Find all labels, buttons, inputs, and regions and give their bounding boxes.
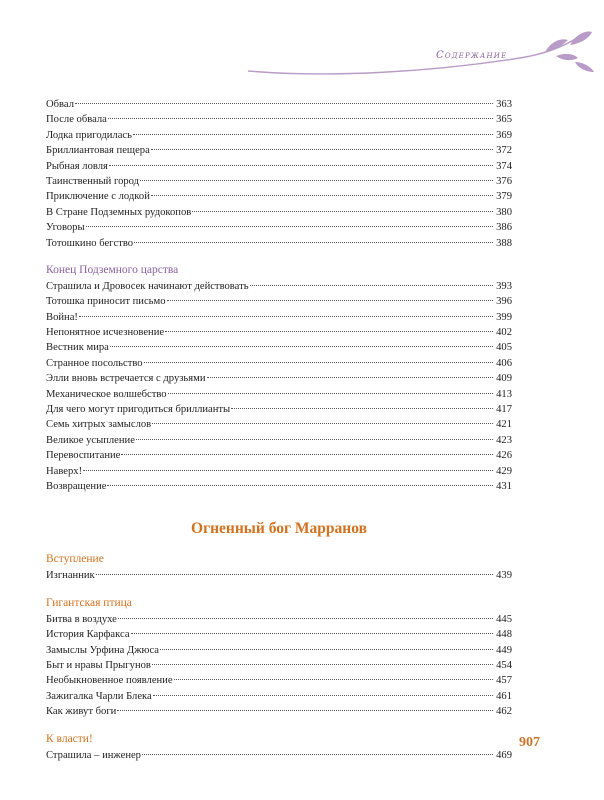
entry-page-number: 429 [496, 465, 512, 477]
entry-title: Обвал [46, 99, 74, 110]
dot-leader [131, 633, 493, 634]
dot-leader [110, 346, 493, 347]
entry-page-number: 449 [496, 644, 512, 656]
entry-page-number: 448 [496, 629, 512, 641]
entry-page-number: 445 [496, 613, 512, 625]
toc-entry[interactable] [46, 371, 512, 386]
entry-page-number: 376 [496, 175, 512, 187]
section-heading: К власти! [46, 732, 93, 745]
vine-line [248, 36, 580, 74]
toc-entry[interactable] [46, 673, 512, 688]
entry-page-number: 380 [496, 206, 512, 218]
entry-page-number: 454 [496, 659, 512, 671]
entry-title: Приключение с лодкой [46, 191, 150, 203]
entry-page-number: 413 [496, 388, 512, 400]
toc-entry[interactable] [46, 568, 512, 583]
entry-page-number: 462 [496, 706, 512, 718]
entry-title: Непонятное исчезновение [46, 327, 165, 339]
book-title: Огненный бог Марранов [191, 520, 367, 538]
entry-page-number: 379 [496, 191, 512, 203]
toc-entry[interactable] [46, 97, 512, 112]
leaf-shape [556, 54, 578, 60]
toc-entry[interactable] [46, 627, 512, 642]
leaf-shape [575, 62, 594, 72]
entry-page-number: 396 [496, 296, 512, 308]
dot-leader [136, 439, 493, 440]
dot-leader [151, 149, 493, 150]
entry-page-number: 363 [496, 99, 512, 110]
dot-leader [153, 695, 493, 696]
toc-group [46, 748, 512, 763]
entry-title: Странное посольство [46, 357, 143, 369]
entry-page-number: 406 [496, 357, 512, 369]
dot-leader [96, 574, 493, 575]
entry-title: Перевоспитание [46, 450, 121, 462]
toc-entry[interactable] [46, 402, 512, 417]
dot-leader [134, 242, 493, 243]
entry-title: Механическое волшебство [46, 388, 167, 400]
dot-leader [79, 316, 493, 317]
entry-title: Тотошка приносит письмо [46, 296, 166, 308]
toc-entry[interactable] [46, 464, 512, 479]
toc-entry[interactable] [46, 294, 512, 309]
entry-title: Наверх! [46, 465, 83, 477]
entry-page-number: 461 [496, 690, 512, 702]
toc-entry[interactable] [46, 310, 512, 325]
toc-entry[interactable] [46, 479, 512, 494]
entry-title: Замыслы Урфина Джюса [46, 644, 159, 656]
dot-leader [250, 285, 493, 286]
toc-entry[interactable] [46, 704, 512, 719]
entry-title: Как живут боги [46, 706, 117, 718]
toc-group [46, 97, 512, 251]
entry-title: Тотошкино бегство [46, 237, 134, 249]
entry-page-number: 399 [496, 311, 512, 323]
entry-title: Великое усыпление [46, 434, 135, 446]
dot-leader [108, 118, 493, 119]
dot-leader [168, 393, 493, 394]
entry-title: Лодка пригодилась [46, 129, 132, 141]
dot-leader [144, 362, 493, 363]
header-vine-ornament [0, 0, 604, 90]
toc-entry[interactable] [46, 236, 512, 251]
entry-page-number: 423 [496, 434, 512, 446]
toc-entry[interactable] [46, 279, 512, 294]
entry-title: Семь хитрых замыслов [46, 419, 152, 431]
entry-page-number: 426 [496, 450, 512, 462]
dot-leader [207, 377, 493, 378]
dot-leader [107, 485, 493, 486]
section-header-label: Содержание [436, 50, 508, 61]
dot-leader [140, 180, 493, 181]
dot-leader [118, 618, 493, 619]
entry-page-number: 402 [496, 327, 512, 339]
entry-page-number: 369 [496, 129, 512, 141]
section-heading: Вступление [46, 553, 104, 566]
entry-title: Вестник мира [46, 342, 109, 354]
dot-leader [142, 754, 493, 755]
toc-entry[interactable] [46, 417, 512, 432]
entry-page-number: 421 [496, 419, 512, 431]
toc-group [46, 568, 512, 583]
entry-page-number: 386 [496, 222, 512, 234]
toc-entry[interactable] [46, 189, 512, 204]
entry-title: Бриллиантовая пещера [46, 145, 150, 157]
entry-title: Изгнанник [46, 570, 95, 582]
toc-entry[interactable] [46, 643, 512, 658]
entry-title: В Стране Подземных рудокопов [46, 206, 192, 218]
entry-title: Война! [46, 311, 78, 323]
entry-page-number: 431 [496, 480, 512, 492]
entry-page-number: 393 [496, 280, 512, 292]
entry-title: Зажигалка Чарли Блека [46, 690, 152, 702]
entry-title: Страшила и Дровосек начинают действовать [46, 280, 249, 292]
leaf-shape [570, 32, 592, 45]
toc-entry[interactable] [46, 205, 512, 220]
toc-entry[interactable] [46, 356, 512, 371]
toc-entry[interactable] [46, 689, 512, 704]
toc-entry[interactable] [46, 112, 512, 127]
entry-page-number: 439 [496, 570, 512, 582]
toc-entry[interactable] [46, 325, 512, 340]
dot-leader [192, 211, 493, 212]
toc-entry[interactable] [46, 658, 512, 673]
dot-leader [117, 710, 493, 711]
toc-group [46, 612, 512, 720]
entry-title: Возвращение [46, 480, 107, 492]
entry-title: Уговоры [46, 222, 85, 234]
dot-leader [83, 470, 493, 471]
toc-entry[interactable] [46, 433, 512, 448]
dot-leader [152, 423, 493, 424]
entry-title: Для чего могут пригодиться бриллианты [46, 404, 231, 416]
entry-page-number: 409 [496, 373, 512, 385]
section-heading: Гигантская птица [46, 596, 132, 609]
entry-page-number: 405 [496, 342, 512, 354]
table-of-contents [46, 97, 512, 763]
entry-page-number: 457 [496, 675, 512, 687]
toc-entry[interactable] [46, 220, 512, 235]
dot-leader [231, 408, 493, 409]
entry-page-number: 372 [496, 145, 512, 157]
toc-entry[interactable] [46, 748, 512, 763]
toc-entry[interactable] [46, 128, 512, 143]
toc-entry[interactable] [46, 448, 512, 463]
toc-entry[interactable] [46, 612, 512, 627]
entry-title: Страшила – инженер [46, 749, 141, 761]
leaf-shape [545, 39, 568, 52]
entry-page-number: 417 [496, 404, 512, 416]
dot-leader [160, 649, 493, 650]
entry-page-number: 365 [496, 114, 512, 126]
entry-page-number: 388 [496, 237, 512, 249]
dot-leader [121, 454, 493, 455]
toc-entry[interactable] [46, 159, 512, 174]
entry-title: Рыбная ловля [46, 160, 108, 172]
toc-group [46, 279, 512, 494]
dot-leader [109, 165, 493, 166]
dot-leader [165, 331, 493, 332]
dot-leader [133, 134, 493, 135]
toc-entry[interactable] [46, 143, 512, 158]
entry-title: История Карфакса [46, 629, 130, 641]
toc-entry[interactable] [46, 387, 512, 402]
entry-page-number: 374 [496, 160, 512, 172]
dot-leader [151, 195, 493, 196]
page-number: 907 [519, 735, 540, 750]
dot-leader [174, 679, 493, 680]
entry-title: Элли вновь встречается с друзьями [46, 373, 206, 385]
entry-page-number: 469 [496, 749, 512, 761]
entry-title: Необыкновенное появление [46, 675, 173, 687]
dot-leader [86, 226, 493, 227]
section-heading: Конец Подземного царства [46, 263, 179, 276]
dot-leader [152, 664, 493, 665]
entry-title: Быт и нравы Прыгунов [46, 659, 151, 671]
dot-leader [167, 300, 494, 301]
entry-title: После обвала [46, 114, 107, 126]
dot-leader [75, 103, 493, 104]
entry-title: Таинственный город [46, 175, 140, 187]
toc-entry[interactable] [46, 174, 512, 189]
toc-entry[interactable] [46, 340, 512, 355]
entry-title: Битва в воздухе [46, 613, 117, 625]
